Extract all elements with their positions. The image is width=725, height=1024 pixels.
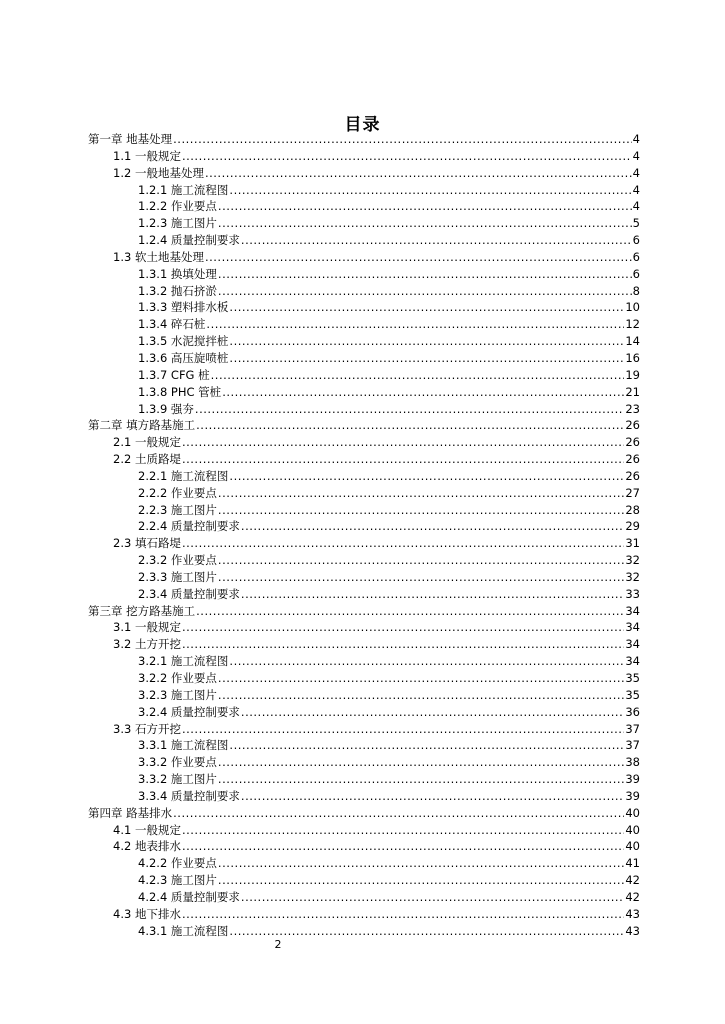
toc-entry[interactable] [88,249,640,266]
toc-entry-page: 29 [625,519,640,534]
toc-entry-label: 4.3 地下排水 [113,906,181,921]
toc-entry-label: 1.3.7 CFG 桩 [138,367,210,382]
toc-entry[interactable] [88,906,640,923]
toc-entry-label: 3.3 石方开挖 [113,721,181,736]
toc-entry[interactable] [88,687,640,704]
toc-dot-leader [211,367,625,384]
toc-entry[interactable] [88,215,640,232]
toc-dot-leader [205,165,632,182]
toc-dot-leader [241,518,624,535]
toc-entry-label: 1.2 一般地基处理 [113,165,204,180]
toc-dot-leader [229,653,624,670]
toc-entry-page: 41 [625,856,640,871]
toc-entry[interactable] [88,737,640,754]
toc-entry-label: 3.1 一般规定 [113,620,181,635]
toc-entry-label: 1.3.3 塑料排水板 [138,300,229,315]
toc-dot-leader [229,923,624,940]
toc-entry-label: 3.2 土方开挖 [113,637,181,652]
toc-entry[interactable] [88,855,640,872]
toc-entry-label: 4.3.1 施工流程图 [138,923,229,938]
toc-entry[interactable] [88,754,640,771]
toc-entry-label: 第四章 路基排水 [88,805,173,820]
toc-entry-label: 2.2.2 作业要点 [138,485,217,500]
toc-entry-page: 34 [625,637,640,652]
toc-entry-page: 27 [625,485,640,500]
toc-title: 目录 [344,115,381,135]
toc-entry[interactable] [88,401,640,418]
toc-entry-label: 3.2.4 质量控制要求 [138,704,240,719]
toc-entry-label: 1.3.5 水泥搅拌桩 [138,334,229,349]
toc-entry-page: 26 [625,435,640,450]
toc-entry[interactable] [88,838,640,855]
toc-entry-page: 39 [625,788,640,803]
toc-entry-page: 32 [625,553,640,568]
toc-dot-leader [196,603,624,620]
toc-entry[interactable] [88,586,640,603]
toc-entry-page: 4 [632,165,640,180]
toc-dot-leader [218,569,624,586]
toc-dot-leader [241,788,624,805]
toc-entry[interactable] [88,165,640,182]
toc-dot-leader [229,737,624,754]
toc-dot-leader [173,131,632,148]
toc-entry-label: 第一章 地基处理 [88,132,173,146]
toc-dot-leader [182,451,624,468]
toc-entry-label: 1.1 一般规定 [113,148,181,163]
toc-dot-leader [218,670,624,687]
toc-entry[interactable] [88,182,640,199]
toc-entry[interactable] [88,299,640,316]
toc-entry-page: 19 [625,367,640,382]
toc-entry-page: 23 [625,401,640,416]
toc-entry[interactable] [88,636,640,653]
toc-entry-page: 4 [632,182,640,197]
toc-entry[interactable] [88,822,640,839]
toc-entry-label: 1.2.2 作业要点 [138,199,217,214]
toc-entry-label: 2.3.4 质量控制要求 [138,586,240,601]
toc-entry[interactable] [88,923,640,940]
toc-entry-label: 1.2.1 施工流程图 [138,182,229,197]
toc-entry-label: 1.3.8 PHC 管桩 [138,384,222,399]
toc-entry-page: 40 [625,839,640,854]
toc-entry-page: 37 [625,738,640,753]
toc-entry[interactable] [88,721,640,738]
toc-entry[interactable] [88,502,640,519]
toc-entry-label: 2.2.1 施工流程图 [138,468,229,483]
toc-entry[interactable] [88,872,640,889]
toc-entry-label: 4.1 一般规定 [113,822,181,837]
toc-entry-page: 6 [632,249,640,264]
toc-entry-label: 1.3 软土地基处理 [113,249,204,264]
toc-entry-page: 4 [632,148,640,163]
toc-entry-page: 21 [625,384,640,399]
toc-entry-label: 3.3.1 施工流程图 [138,738,229,753]
toc-entry[interactable] [88,232,640,249]
toc-entry-label: 3.3.2 作业要点 [138,755,217,770]
toc-entry-page: 34 [625,603,640,618]
toc-dot-leader [222,384,624,401]
toc-entry-page: 26 [625,468,640,483]
toc-entry-label: 2.3.2 作业要点 [138,553,217,568]
toc-entry-page: 39 [625,772,640,787]
toc-dot-leader [218,771,624,788]
toc-dot-leader [229,468,624,485]
toc-entry[interactable] [88,889,640,906]
toc-dot-leader [241,586,624,603]
toc-entry-label: 4.2.2 作业要点 [138,856,217,871]
toc-entry[interactable] [88,468,640,485]
toc-entry-label: 1.3.2 抛石挤淤 [138,283,217,298]
toc-entry[interactable] [88,367,640,384]
toc-entry[interactable] [88,552,640,569]
toc-entry-page: 16 [625,350,640,365]
toc-dot-leader [182,619,624,636]
toc-entry-label: 2.1 一般规定 [113,435,181,450]
toc-dot-leader [218,687,624,704]
toc-entry[interactable] [88,283,640,300]
toc-entry[interactable] [88,198,640,215]
toc-dot-leader [241,704,624,721]
toc-entry-page: 26 [625,452,640,467]
toc-dot-leader [229,182,631,199]
toc-entry-label: 3.2.3 施工图片 [138,687,217,702]
toc-entry-label: 3.2.2 作业要点 [138,671,217,685]
toc-entry[interactable] [88,535,640,552]
toc-entry-label: 4.2.3 施工图片 [138,873,217,888]
toc-dot-leader [206,316,624,333]
toc-entry[interactable] [88,518,640,535]
toc-entry-page: 6 [632,233,640,248]
toc-entry-label: 2.3 填石路堤 [113,536,181,551]
toc-entry-page: 26 [625,418,640,433]
toc-entry-page: 12 [625,317,640,332]
toc-entry[interactable] [88,451,640,468]
toc-entry-label: 1.2.3 施工图片 [138,216,217,231]
toc-entry-label: 3.2.1 施工流程图 [138,654,229,669]
toc-entry[interactable] [88,603,640,620]
toc-entry-page: 35 [625,671,640,685]
toc-entry-page: 10 [625,300,640,315]
toc-entry-label: 1.3.1 换填处理 [138,266,217,281]
toc-dot-leader [182,721,624,738]
toc-dot-leader [218,215,632,232]
toc-entry-label: 4.2.4 质量控制要求 [138,889,240,904]
toc-entry-page: 4 [632,132,640,146]
toc-dot-leader [218,266,632,283]
toc-dot-leader [218,502,624,519]
toc-dot-leader [182,822,624,839]
toc-dot-leader [218,552,624,569]
toc-entry-label: 3.3.2 施工图片 [138,772,217,787]
toc-entry-page: 36 [625,704,640,719]
toc-dot-leader [229,350,624,367]
toc-entry-page: 37 [625,721,640,736]
toc-entry-label: 3.3.4 质量控制要求 [138,788,240,803]
toc-dot-leader [218,872,624,889]
toc-entry[interactable] [88,485,640,502]
toc-entry-label: 1.3.4 碎石桩 [138,317,206,332]
toc-entry-page: 40 [625,822,640,837]
toc-entry[interactable] [88,131,640,148]
toc-entry-page: 42 [625,889,640,904]
toc-entry-page: 28 [625,502,640,517]
toc-dot-leader [182,148,632,165]
toc-entry[interactable] [88,266,640,283]
toc-dot-leader [218,198,632,215]
toc-entry-page: 8 [632,283,640,298]
toc-dot-leader [205,249,632,266]
toc-entry-label: 2.2.3 施工图片 [138,502,217,517]
toc-entry[interactable] [88,148,640,165]
toc-entry-page: 33 [625,586,640,601]
toc-entry[interactable] [88,569,640,586]
toc-dot-leader [218,855,624,872]
toc-entry-label: 4.2 地表排水 [113,839,181,854]
toc-dot-leader [195,401,624,418]
toc-entry-page: 43 [625,923,640,938]
toc-entry-label: 2.2 土质路堤 [113,452,181,467]
toc-entry[interactable] [88,384,640,401]
toc-dot-leader [218,485,624,502]
toc-dot-leader [229,299,624,316]
toc-entry-page: 38 [625,755,640,770]
toc-entry-page: 42 [625,873,640,888]
toc-entry[interactable] [88,670,640,687]
toc-entry[interactable] [88,316,640,333]
toc-dot-leader [182,434,624,451]
toc-entry-label: 第三章 挖方路基施工 [88,603,196,618]
toc-entry-page: 4 [632,199,640,214]
toc-dot-leader [182,838,624,855]
toc-dot-leader [218,283,632,300]
toc-entry[interactable] [88,434,640,451]
toc-entry-label: 1.3.6 高压旋喷桩 [138,350,229,365]
toc-entry-page: 5 [632,216,640,231]
toc-dot-leader [182,535,624,552]
toc-entry[interactable] [88,704,640,721]
toc-entry-label: 1.2.4 质量控制要求 [138,233,240,248]
toc-entry[interactable] [88,653,640,670]
toc-entry[interactable] [88,805,640,822]
toc-entry-page: 34 [625,620,640,635]
toc-entry-label: 2.2.4 质量控制要求 [138,519,240,534]
toc-entry[interactable] [88,619,640,636]
toc-dot-leader [218,754,624,771]
toc-entry-page: 32 [625,569,640,584]
toc-entry-label: 第二章 填方路基施工 [88,418,196,433]
toc-entry-page: 40 [625,805,640,820]
toc-entry[interactable] [88,417,640,434]
toc-dot-leader [182,906,624,923]
toc-entry[interactable] [88,333,640,350]
toc-dot-leader [241,232,632,249]
toc-entry[interactable] [88,788,640,805]
toc-entry-page: 43 [625,906,640,921]
toc-dot-leader [173,805,624,822]
toc-list [88,131,640,940]
toc-entry-page: 31 [625,536,640,551]
toc-entry-label: 2.3.3 施工图片 [138,569,217,584]
toc-entry-label: 1.3.9 强夯 [138,401,194,416]
toc-entry[interactable] [88,350,640,367]
toc-dot-leader [196,417,624,434]
toc-entry-page: 6 [632,266,640,281]
toc-entry[interactable] [88,771,640,788]
toc-dot-leader [229,333,624,350]
toc-dot-leader [182,636,624,653]
toc-dot-leader [241,889,624,906]
page-number: 2 [274,938,282,951]
toc-entry-page: 34 [625,654,640,669]
toc-entry-page: 35 [625,687,640,702]
toc-entry-page: 14 [625,334,640,349]
